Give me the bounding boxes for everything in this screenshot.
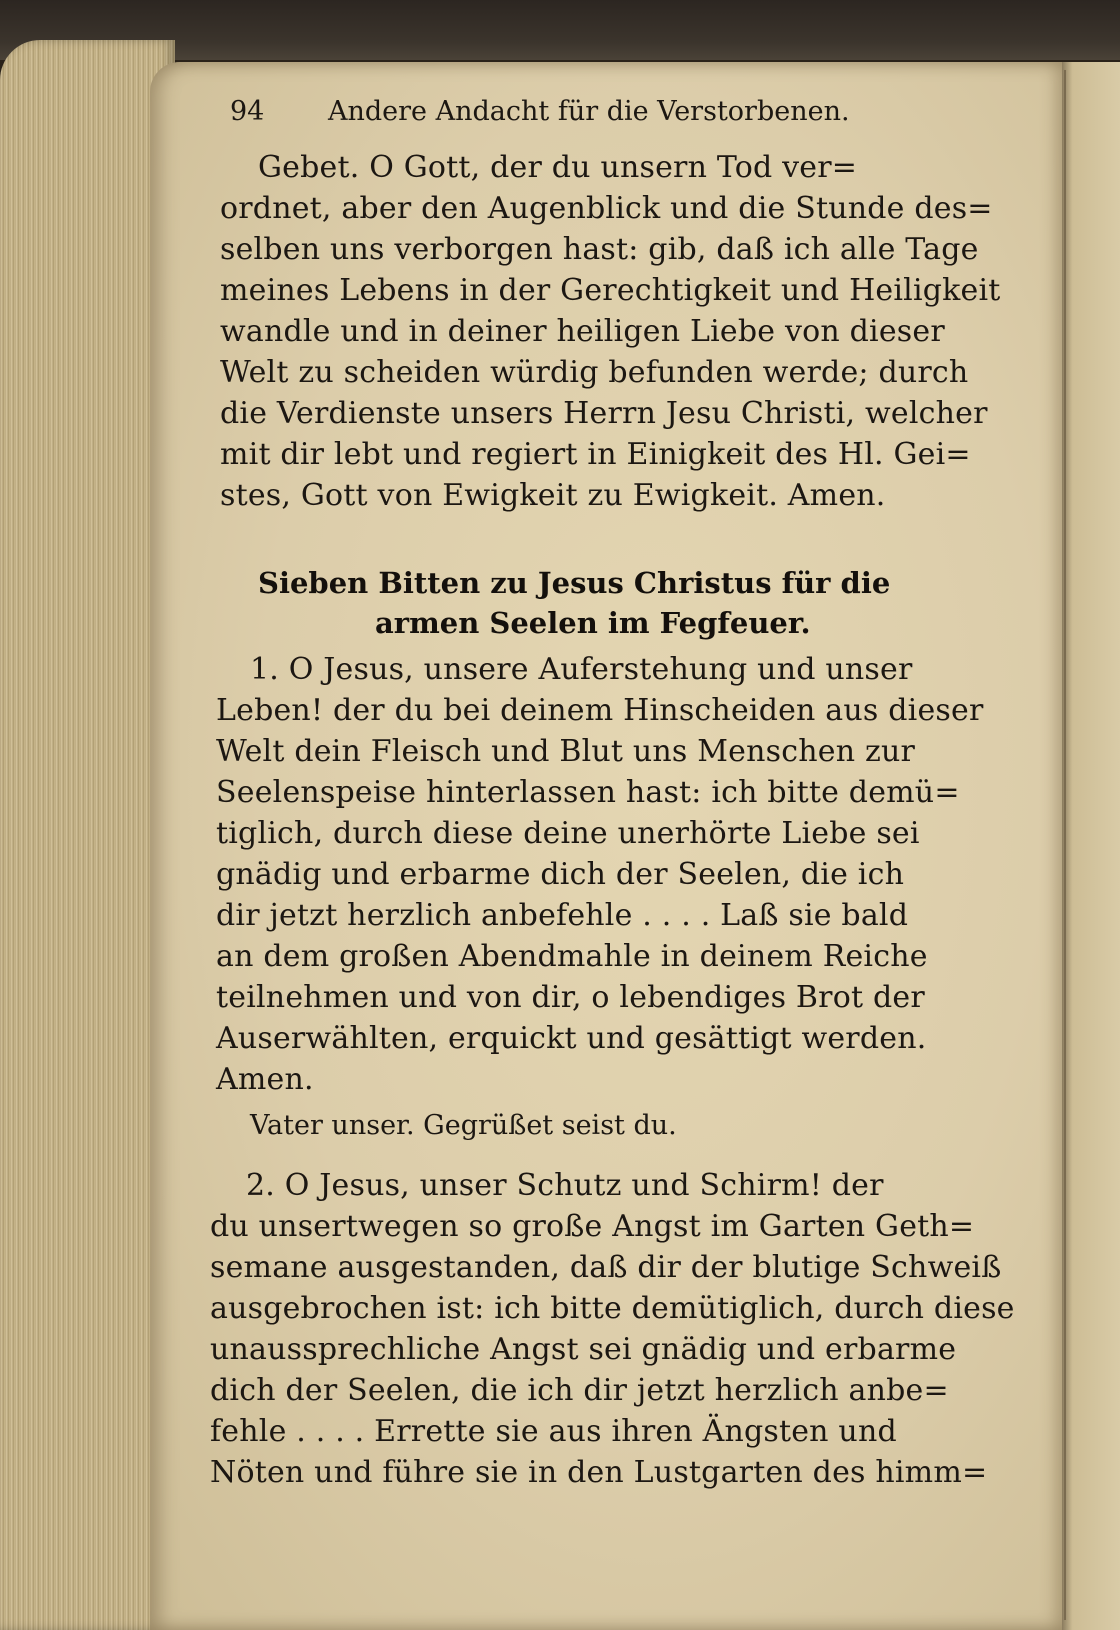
prayer-line: stes, Gott von Ewigkeit zu Ewigkeit. Amen. (220, 478, 886, 513)
petition-line: Nöten und führe sie in den Lustgarten des himm= (210, 1455, 988, 1490)
prayer-line: Gebet. O Gott, der du unsern Tod ver= (258, 150, 858, 185)
petition-line: Amen. (216, 1062, 314, 1097)
petition-line: Seelenspeise hinterlassen hast: ich bitte demü= (216, 775, 960, 810)
petition-line: Auserwählten, erquickt und gesättigt werden. (216, 1021, 927, 1056)
petition-line: gnädig und erbarme dich der Seelen, die ich (216, 857, 905, 892)
prayer-line: die Verdienste unsers Herrn Jesu Christi, welcher (220, 396, 988, 431)
section-heading-line: armen Seelen im Fegfeuer. (375, 606, 811, 640)
petition-line: unaussprechliche Angst sei gnädig und erbarme (210, 1332, 957, 1367)
petition-line: an dem großen Abendmahle in deinem Reiche (216, 939, 928, 974)
petition-line: du unsertwegen so große Angst im Garten Geth= (210, 1209, 975, 1244)
prayer-line: mit dir lebt und regiert in Einigkeit des Hl. Gei= (220, 437, 971, 472)
petition-line: 2. O Jesus, unser Schutz und Schirm! der (246, 1168, 884, 1203)
page-edges (0, 40, 175, 1630)
section-heading-line: Sieben Bitten zu Jesus Christus für die (258, 566, 891, 600)
petition-line: 1. O Jesus, unsere Auferstehung und unser (250, 652, 913, 687)
facing-page-edge (1062, 62, 1120, 1630)
petition-line: teilnehmen und von dir, o lebendiges Brot der (216, 980, 925, 1015)
prayer-line: Welt zu scheiden würdig befunden werde; durch (220, 355, 969, 390)
petition-line: dich der Seelen, die ich dir jetzt herzlich anbe= (210, 1373, 949, 1408)
petition-line: fehle . . . . Errette sie aus ihren Ängsten und (210, 1414, 897, 1449)
page-fold (1064, 70, 1066, 1620)
prayer-line: meines Lebens in der Gerechtigkeit und Heiligkeit (220, 273, 1001, 308)
petition-line: Welt dein Fleisch und Blut uns Menschen zur (216, 734, 916, 769)
petition-line: dir jetzt herzlich anbefehle . . . . Laß sie bald (216, 898, 909, 933)
prayer-line: ordnet, aber den Augenblick und die Stunde des= (220, 191, 993, 226)
petition-line: tiglich, durch diese deine unerhörte Liebe sei (216, 816, 920, 851)
petition-line: Leben! der du bei deinem Hinscheiden aus dieser (216, 693, 984, 728)
petition-closing: Vater unser. Gegrüßet seist du. (250, 1110, 677, 1141)
prayer-line: selben uns verborgen hast: gib, daß ich alle Tage (220, 232, 979, 267)
petition-line: ausgebrochen ist: ich bitte demütiglich, durch diese (210, 1291, 1015, 1326)
prayer-line: wandle und in deiner heiligen Liebe von dieser (220, 314, 945, 349)
petition-line: semane ausgestanden, daß dir der blutige Schweiß (210, 1250, 1002, 1285)
running-head-title: Andere Andacht für die Verstorbenen. (328, 96, 850, 127)
page-number: 94 (230, 96, 265, 127)
